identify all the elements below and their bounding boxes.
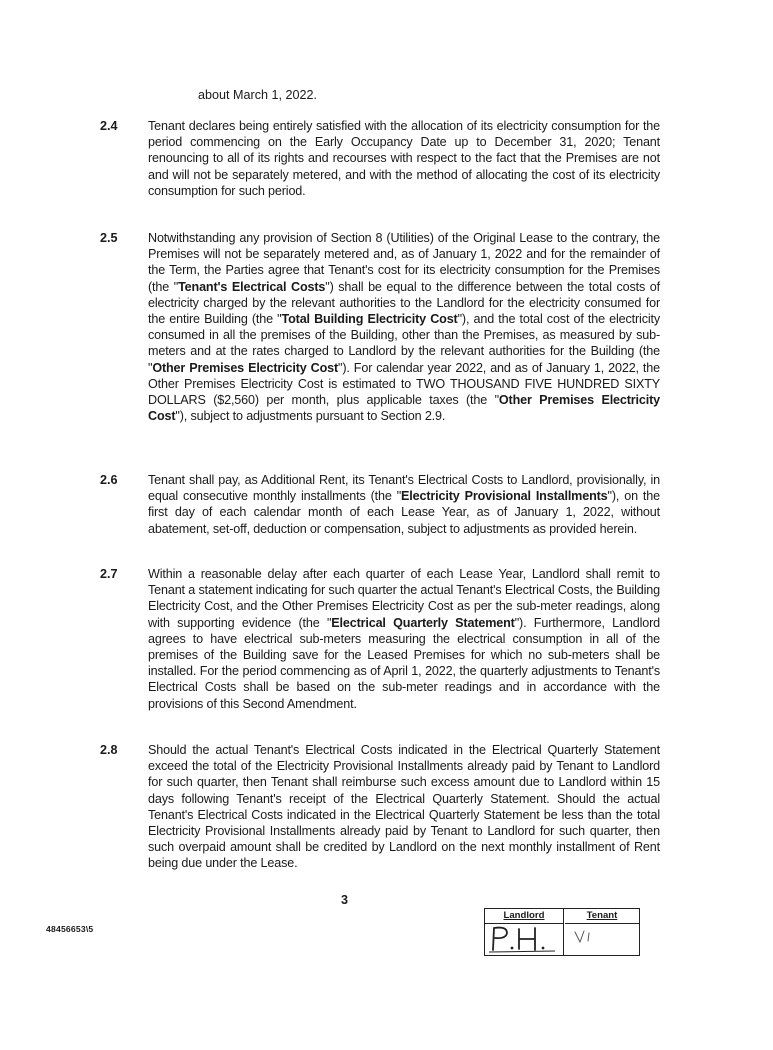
initials-box — [484, 908, 640, 956]
handwritten-initials-icon — [565, 924, 639, 954]
section-text-run: Tenant declares being entirely satisfied with the allocation of its electricity consumption for the period commencing on the Early Occupancy Date up to December 31, 2020; Tenant renouncing to all of its rights and recourses with respect to the fact that the Premises are not and will not be separately metered, and with the method of allocating the cost of its electricity consumption for such period. — [148, 119, 660, 198]
section-text — [148, 118, 660, 199]
tenant-initials-signature — [565, 924, 639, 955]
defined-term: Other Premises Electricity Cost — [148, 393, 660, 424]
section-text-run: Within a reasonable delay after each quarter of each Lease Year, Landlord shall remit to Tenant a statement indicating for such quarter the actual Tenant's Electrical Costs, the Building Electricity Cost, and the Other Premises Electricity Cost as per the sub-meter readings, along with supporting evidence (the " — [148, 567, 660, 630]
section-2-4 — [100, 118, 660, 199]
section-text — [148, 472, 660, 537]
landlord-initials-cell — [485, 909, 564, 955]
page-number: 3 — [341, 893, 349, 907]
section-text — [148, 566, 660, 712]
section-number: 2.6 — [100, 473, 118, 487]
document-id: 48456653\5 — [46, 924, 94, 934]
defined-term: Other Premises Electricity Cost — [152, 360, 339, 375]
section-2-7 — [100, 566, 660, 712]
section-text-run: ") shall be equal to the difference between the total costs of electricity charged by the relevant authorities to the Landlord for the electricity consumed for the entire Building (the " — [148, 279, 660, 327]
section-text-run: "). Furthermore, Landlord agrees to have electrical sub-meters measuring the electrical consumption in all of the premises of the Building save for the Leased Premises for which no sub-meters shall be installed. For the period commencing as of April 1, 2022, the quarterly adjustments to Tenant's Electrical Costs shall be based on the sub-meter readings and in accordance with the provisions of this Second Amendment. — [148, 615, 660, 711]
defined-term: Tenant's Electrical Costs — [178, 279, 326, 294]
section-number: 2.7 — [100, 567, 118, 581]
section-text-run: Tenant shall pay, as Additional Rent, its Tenant's Electrical Costs to Landlord, provisionally, in equal consecutive monthly installments (the " — [148, 473, 660, 504]
section-text-run: "), subject to adjustments pursuant to Section 2.9. — [175, 409, 446, 424]
tenant-initials-cell — [565, 909, 639, 955]
defined-term: Electrical Quarterly Statement — [331, 615, 515, 630]
handwritten-initials-icon — [485, 924, 563, 954]
section-text-run: "), on the first day of each calendar month of each Lease Year, as of January 1, 2022, without abatement, set-off, deduction or compensation, subject to adjustments as provided herein. — [148, 489, 660, 536]
section-2-5 — [100, 230, 660, 424]
defined-term: Electricity Provisional Installments — [401, 489, 608, 504]
section-text-run: Should the actual Tenant's Electrical Costs indicated in the Electrical Quarterly Statement exceed the total of the Electricity Provisional Installments already paid by Tenant to Landlord for such quarter, then Tenant shall reimburse such excess amount due to Landlord within 15 days following Tenant's receipt of the Electrical Quarterly Statement. Should the actual Tenant's Electrical Costs indicated in the Electrical Quarterly Statement be less than the total Electricity Provisional Installments already paid by Tenant to Landlord for such quarter, then such overpaid amount shall be credited by Landlord on the next monthly installment of Rent being due under the Lease. — [148, 743, 660, 871]
section-number: 2.4 — [100, 119, 118, 133]
lead-line: about March 1, 2022. — [198, 88, 318, 102]
section-text — [148, 230, 660, 424]
section-text-run: "). For calendar year 2022, and as of January 1, 2022, the Other Premises Electricity Cost is estimated to TWO THOUSAND FIVE HUNDRED SIXTY DOLLARS ($2,560) per month, plus applicable taxes (the " — [148, 360, 660, 408]
section-text-run: Notwithstanding any provision of Section 8 (Utilities) of the Original Lease to the contrary, the Premises will not be separately metered and, as of January 1, 2022 and for the remainder of the Term, the Parties agree that Tenant's cost for its electricity consumption for the Premises (the " — [148, 231, 660, 294]
section-text-run: "), and the total cost of the electricity consumed in all the premises of the Building, other than the Premises, as measured by sub-meters and at the rates charged to Landlord by the relevant authorities for the Building (the " — [148, 312, 660, 375]
section-text — [148, 742, 660, 872]
section-2-8 — [100, 742, 660, 872]
landlord-initials-signature — [485, 924, 563, 955]
section-2-6 — [100, 472, 660, 537]
section-number: 2.5 — [100, 231, 118, 245]
tenant-label: Tenant — [565, 909, 639, 924]
landlord-label: Landlord — [485, 909, 563, 924]
section-number: 2.8 — [100, 743, 118, 757]
defined-term: Total Building Electricity Cost — [281, 312, 458, 327]
